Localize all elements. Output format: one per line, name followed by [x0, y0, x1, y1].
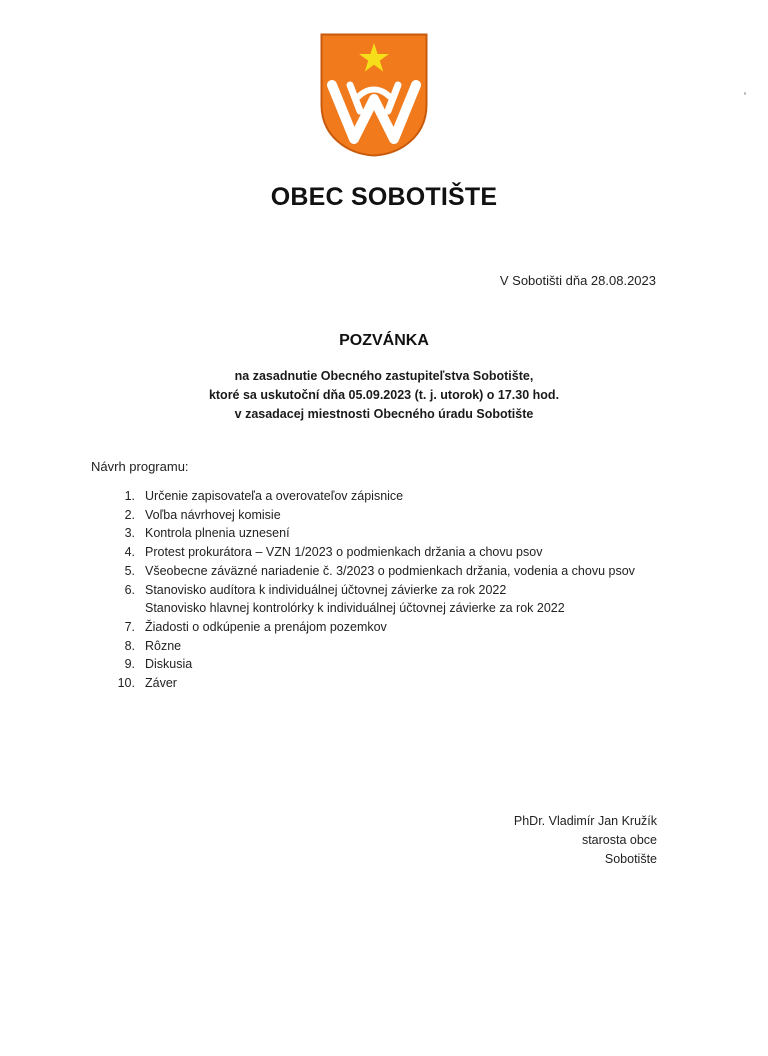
agenda-item	[91, 524, 691, 543]
agenda-list	[91, 487, 691, 693]
agenda-item	[91, 581, 691, 600]
signature-block	[514, 812, 657, 869]
agenda-item-number: 6.	[124, 582, 135, 597]
agenda-item-number: 4.	[124, 545, 135, 560]
agenda-item-text: Stanovisko audítora k individuálnej účtovnej závierke za rok 2022	[145, 582, 507, 597]
agenda-item-number: 1.	[124, 489, 135, 503]
program-label: Návrh programu:	[91, 459, 189, 474]
agenda-item-number: 2.	[124, 507, 135, 522]
agenda-item-number: 5.	[124, 563, 135, 578]
agenda-item	[91, 618, 691, 637]
agenda-item	[91, 655, 691, 674]
agenda-item-number: 9.	[124, 657, 135, 672]
agenda-item-text: Protest prokurátora – VZN 1/2023 o podmienkach držania a chovu psov	[145, 545, 543, 560]
date-line: V Sobotišti dňa 28.08.2023	[499, 273, 656, 288]
agenda-item-text: Diskusia	[145, 657, 193, 672]
agenda-item-number	[91, 599, 135, 618]
coat-of-arms-icon	[320, 33, 428, 157]
invitation-line: v zasadacej miestnosti Obecného úradu Sobotište	[234, 407, 534, 421]
agenda-item	[91, 562, 691, 581]
scan-speck	[744, 92, 746, 95]
invitation-line: na zasadnutie Obecného zastupiteľstva Sobotište,	[234, 369, 534, 383]
agenda-item-text: Určenie zapisovateľa a overovateľov zápisnice	[145, 489, 404, 503]
agenda-item-text: Voľba návrhovej komisie	[145, 507, 281, 522]
agenda-item-text: Kontrola plnenia uznesení	[145, 526, 290, 541]
agenda-item-text: Rôzne	[145, 638, 182, 653]
signatory-role: starosta obce	[581, 833, 657, 847]
invitation-title: POZVÁNKA	[339, 332, 429, 349]
agenda-item-text: Všeobecne záväzné nariadenie č. 3/2023 o podmienkach držania, vodenia a chovu psov	[145, 563, 635, 578]
agenda-item	[91, 674, 691, 693]
agenda-item	[91, 487, 691, 506]
agenda-item-text: Žiadosti o odkúpenie a prenájom pozemkov	[145, 619, 387, 634]
agenda-item-text: Stanovisko hlavnej kontrolórky k individuálnej účtovnej závierke za rok 2022	[145, 601, 565, 616]
municipality-title: OBEC SOBOTIŠTE	[270, 183, 498, 211]
agenda-item-continuation	[91, 599, 691, 618]
agenda-item	[91, 506, 691, 525]
invitation-details	[0, 367, 768, 424]
agenda-item	[91, 637, 691, 656]
signatory-place: Sobotište	[604, 852, 657, 866]
agenda-item-number: 7.	[124, 619, 135, 634]
agenda-item-number: 3.	[124, 526, 135, 541]
agenda-item-text: Záver	[145, 676, 177, 691]
agenda-item-number: 10.	[117, 676, 135, 691]
invitation-line: ktoré sa uskutoční dňa 05.09.2023 (t. j. utorok) o 17.30 hod.	[208, 388, 560, 402]
agenda-item	[91, 543, 691, 562]
signatory-name: PhDr. Vladimír Jan Kružík	[513, 814, 657, 828]
agenda-item-number: 8.	[124, 638, 135, 653]
